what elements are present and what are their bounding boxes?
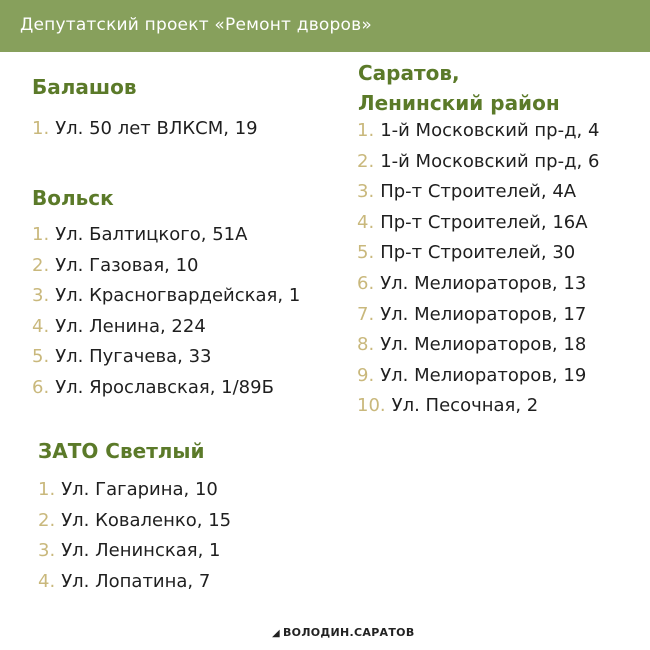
section-subtitle-leninsky: Ленинский район bbox=[358, 91, 560, 115]
page-title: Депутатский проект «Ремонт дворов» bbox=[20, 15, 372, 35]
section-title-svetly: ЗАТО Светлый bbox=[38, 439, 205, 463]
list-item: 2. Ул. Газовая, 10 bbox=[32, 254, 199, 276]
list-item: 1. 1-й Московский пр-д, 4 bbox=[357, 120, 600, 141]
list-item: 5. Пр-т Строителей, 30 bbox=[357, 242, 576, 264]
list-item: 2. Ул. Коваленко, 15 bbox=[38, 509, 232, 531]
list-item: 9. Ул. Мелиораторов, 19 bbox=[357, 364, 587, 386]
list-volsk bbox=[32, 220, 300, 404]
list-balashov bbox=[32, 114, 258, 145]
list-item: 8. Ул. Мелиораторов, 18 bbox=[357, 334, 587, 356]
list-saratov bbox=[357, 116, 599, 422]
list-item: 4. Ул. Лопатина, 7 bbox=[38, 570, 211, 592]
list-item: 3. Ул. Красногвардейская, 1 bbox=[32, 285, 301, 307]
footer-channel[interactable] bbox=[272, 626, 415, 639]
list-item: 7. Ул. Мелиораторов, 17 bbox=[357, 303, 587, 325]
section-title-balashov: Балашов bbox=[32, 75, 137, 99]
list-item: 3. Ул. Ленинская, 1 bbox=[38, 540, 221, 562]
list-item: 4. Ул. Ленина, 224 bbox=[32, 315, 206, 337]
list-item: 1. Ул. 50 лет ВЛКСМ, 19 bbox=[32, 118, 258, 139]
list-item: 4. Пр-т Строителей, 16А bbox=[357, 211, 588, 233]
list-item: 6. Ул. Мелиораторов, 13 bbox=[357, 272, 587, 294]
list-item: 6. Ул. Ярославская, 1/89Б bbox=[32, 376, 274, 398]
list-item: 1. Ул. Гагарина, 10 bbox=[38, 479, 218, 500]
list-item: 1. Ул. Балтицкого, 51А bbox=[32, 224, 248, 245]
list-item: 10. Ул. Песочная, 2 bbox=[357, 395, 539, 417]
list-item: 2. 1-й Московский пр-д, 6 bbox=[357, 150, 600, 172]
section-title-volsk: Вольск bbox=[32, 186, 114, 210]
list-svetly bbox=[38, 475, 231, 597]
section-title-saratov: Саратов, bbox=[358, 61, 460, 85]
footer-label: ВОЛОДИН.САРАТОВ bbox=[283, 626, 415, 639]
telegram-icon: ◢ bbox=[272, 628, 280, 639]
list-item: 3. Пр-т Строителей, 4А bbox=[357, 181, 577, 203]
list-item: 5. Ул. Пугачева, 33 bbox=[32, 346, 212, 368]
header-bar bbox=[0, 0, 650, 52]
